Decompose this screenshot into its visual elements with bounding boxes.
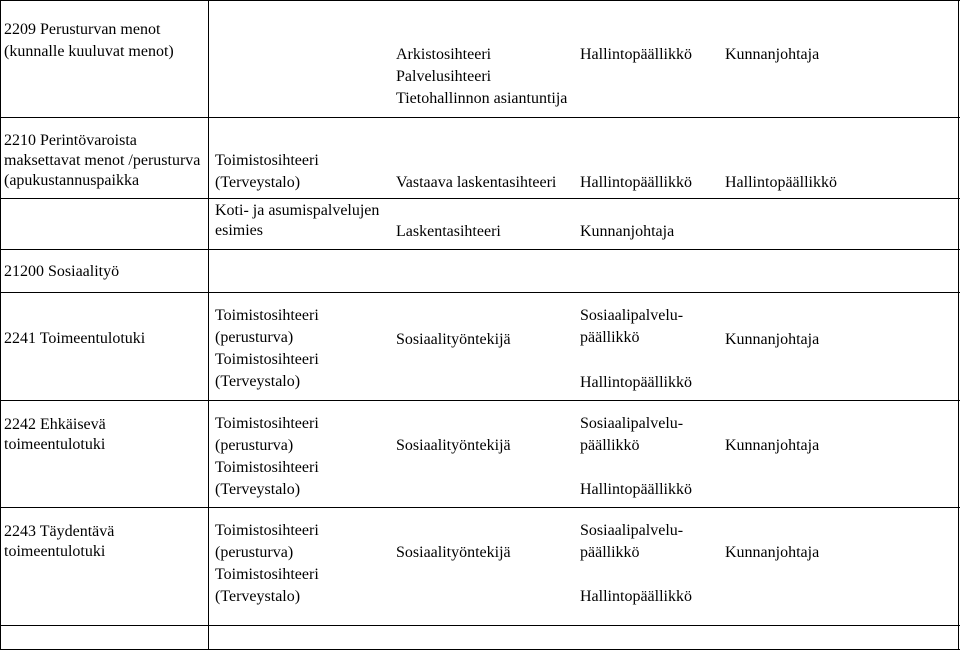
approver-cell: päällikkö bbox=[580, 329, 640, 346]
cost-center-code: toimeentulotuki bbox=[4, 543, 106, 560]
handler-cell: Toimistosihteeri bbox=[215, 459, 319, 476]
preparer-cell: Sosiaalityöntekijä bbox=[396, 331, 511, 348]
handler-cell: esimies bbox=[215, 222, 263, 239]
row-divider bbox=[0, 117, 960, 118]
cost-center-code: 2243 Täydentävä bbox=[4, 523, 115, 540]
column-divider bbox=[958, 0, 959, 650]
cost-center-code: 2210 Perintövaroista bbox=[4, 132, 137, 149]
approver-cell: Hallintopäällikkö bbox=[580, 174, 692, 191]
approver-cell: päällikkö bbox=[580, 544, 640, 561]
preparer-cell: Sosiaalityöntekijä bbox=[396, 544, 511, 561]
preparer-cell: Arkistosihteeri bbox=[396, 46, 492, 63]
cost-center-code: 2241 Toimeentulotuki bbox=[4, 330, 146, 347]
final-approver-cell: Kunnanjohtaja bbox=[725, 46, 820, 63]
cost-center-code: (apukustannuspaikka bbox=[4, 172, 140, 189]
column-divider bbox=[0, 0, 1, 650]
handler-cell: Koti- ja asumispalvelujen bbox=[215, 202, 380, 219]
final-approver-cell: Kunnanjohtaja bbox=[725, 544, 820, 561]
preparer-cell: Palvelusihteeri bbox=[396, 68, 492, 85]
approver-cell: Hallintopäällikkö bbox=[580, 588, 692, 605]
preparer-cell: Tietohallinnon asiantuntija bbox=[396, 90, 568, 107]
handler-cell: (perusturva) bbox=[215, 437, 294, 454]
preparer-cell: Laskentasihteeri bbox=[396, 223, 501, 240]
preparer-cell: Vastaava laskentasihteeri bbox=[396, 174, 557, 191]
final-approver-cell: Kunnanjohtaja bbox=[725, 331, 820, 348]
preparer-cell: Sosiaalityöntekijä bbox=[396, 437, 511, 454]
row-divider bbox=[0, 400, 960, 401]
handler-cell: (perusturva) bbox=[215, 329, 294, 346]
cost-center-code: (kunnalle kuuluvat menot) bbox=[4, 43, 174, 60]
cost-center-code: 2242 Ehkäisevä bbox=[4, 416, 106, 433]
cost-center-code: maksettavat menot /perusturva bbox=[4, 152, 201, 169]
approver-cell: Sosiaalipalvelu- bbox=[580, 415, 684, 432]
handler-cell: Toimistosihteeri bbox=[215, 152, 319, 169]
approver-cell: Hallintopäällikkö bbox=[580, 374, 692, 391]
handler-cell: (Terveystalo) bbox=[215, 174, 301, 191]
approver-cell: Hallintopäällikkö bbox=[580, 481, 692, 498]
handler-cell: (Terveystalo) bbox=[215, 373, 301, 390]
handler-cell: Toimistosihteeri bbox=[215, 522, 319, 539]
section-heading: 21200 Sosiaalityö bbox=[4, 263, 120, 280]
approver-cell: Hallintopäällikkö bbox=[580, 46, 692, 63]
row-divider bbox=[0, 649, 960, 650]
row-divider bbox=[0, 625, 960, 626]
handler-cell: (Terveystalo) bbox=[215, 588, 301, 605]
final-approver-cell: Kunnanjohtaja bbox=[725, 437, 820, 454]
row-divider bbox=[0, 292, 960, 293]
column-divider bbox=[208, 0, 209, 650]
handler-cell: (perusturva) bbox=[215, 544, 294, 561]
approver-cell: päällikkö bbox=[580, 437, 640, 454]
cost-center-code: toimeentulotuki bbox=[4, 436, 106, 453]
cost-center-code: 2209 Perusturvan menot bbox=[4, 21, 161, 38]
handler-cell: Toimistosihteeri bbox=[215, 566, 319, 583]
approver-cell: Sosiaalipalvelu- bbox=[580, 307, 684, 324]
handler-cell: Toimistosihteeri bbox=[215, 351, 319, 368]
approver-cell: Kunnanjohtaja bbox=[580, 223, 675, 240]
handler-cell: Toimistosihteeri bbox=[215, 307, 319, 324]
row-divider bbox=[0, 0, 960, 1]
final-approver-cell: Hallintopäällikkö bbox=[725, 174, 837, 191]
handler-cell: (Terveystalo) bbox=[215, 481, 301, 498]
row-divider bbox=[0, 507, 960, 508]
row-divider bbox=[0, 249, 960, 250]
approver-cell: Sosiaalipalvelu- bbox=[580, 522, 684, 539]
handler-cell: Toimistosihteeri bbox=[215, 415, 319, 432]
row-divider bbox=[0, 198, 960, 199]
